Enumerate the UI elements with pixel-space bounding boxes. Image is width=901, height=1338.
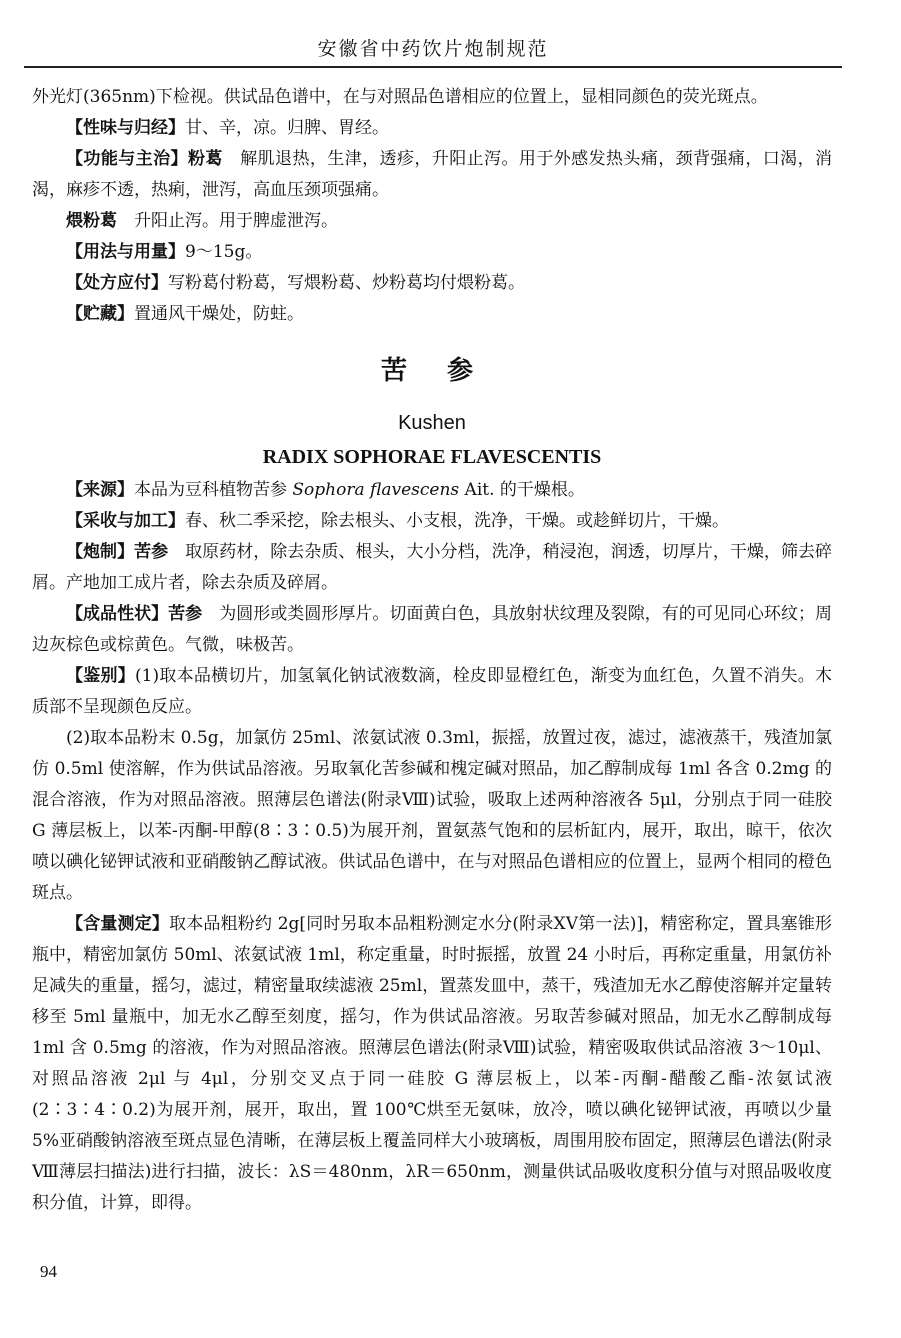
gongneng-label: 【功能与主治】 xyxy=(66,149,188,169)
laiyuan-species: Sophora flavescens xyxy=(292,480,460,500)
zhucang-section xyxy=(32,299,832,330)
gongneng-section xyxy=(32,144,832,206)
weifen-section xyxy=(32,206,832,237)
xingzhuang-label: 【成品性状】 xyxy=(66,604,169,624)
laiyuan-section xyxy=(32,475,832,506)
yongfa-section xyxy=(32,237,832,268)
jianbie-section xyxy=(32,661,832,723)
hanliang-text: 取本品粗粉约 2g[同时另取本品粗粉测定水分(附录ⅩⅤ第一法)]，精密称定，置具塞锥形瓶中，精密加氯仿 50ml、浓氨试液 1ml，称定重量，时时振摇，放置 24 小时后，再称定重量，用氯仿补足减失的重量，摇匀，滤过，精密量取续滤液 25ml，置蒸发皿中，蒸干，残渣加无水乙醇使溶解并定量转移至 5ml 量瓶中，加无水乙醇至刻度，摇匀，作为供试品溶液。另取苦参碱对照品，加无水乙醇制成每 1ml 含 0.5mg 的溶液，作为对照品溶液。照薄层色谱法(附录Ⅷ)试验，精密吸取供试品溶液 3～10μl、对照品溶液 2μl 与 4μl，分别交叉点于同一硅胶 G 薄层板上，以苯-丙酮-醋酸乙酯-浓氨试液(2∶3∶4∶0.2)为展开剂，展开，取出，置 100℃烘至无氨味，放冷，喷以碘化铋钾试液，再喷以少量 5%亚硝酸钠溶液至斑点显色清晰，在薄层板上覆盖同样大小玻璃板，周围用胶布固定，照薄层色谱法(附录Ⅷ薄层扫描法)进行扫描，波长：λS＝480nm，λR＝650nm，测量供试品吸收度积分值与对照品吸收度积分值，计算，即得。 xyxy=(32,914,833,1213)
jianbie-text-1: (1)取本品横切片，加氢氧化钠试液数滴，栓皮即显橙红色，渐变为血红色，久置不消失。木质部不呈现颜色反应。 xyxy=(32,666,832,717)
continued-paragraph: 外光灯(365nm)下检视。供试品色谱中，在与对照品色谱相应的位置上，显相同颜色的荧光斑点。 xyxy=(32,87,768,107)
yongfa-text: 9～15g。 xyxy=(185,242,263,262)
paozhi-text: 取原药材，除去杂质、根头，大小分档，洗净，稍浸泡，润透，切厚片，干燥，筛去碎屑。产地加工成片者，除去杂质及碎屑。 xyxy=(32,542,833,593)
page-number: 94 xyxy=(40,1262,57,1281)
gongneng-sub: 粉葛 xyxy=(187,149,223,169)
laiyuan-text-2: Ait. 的干燥根。 xyxy=(459,480,585,500)
weifen-label: 煨粉葛 xyxy=(66,211,117,231)
jianbie-section-2: (2)取本品粉末 0.5g，加氯仿 25ml、浓氨试液 0.3ml，振摇，放置过夜，滤过，滤液蒸干，残渣加氯仿 0.5ml 使溶解，作为供试品溶液。另取氧化苦参碱和槐定碱对照品，加乙醇制成每 1ml 各含 0.2mg 的混合溶液，作为对照品溶液。照薄层色谱法(附录Ⅷ)试验，吸取上述两种溶液各 5μl，分别点于同一硅胶 G 薄层板上，以苯-丙酮-甲醇(8∶3∶0.5)为展开剂，置氨蒸气饱和的层析缸内，展开，取出，晾干，依次喷以碘化铋钾试液和亚硝酸钠乙醇试液。供试品色谱中，在与对照品色谱相应的位置上，显两个相同的橙色斑点。 xyxy=(32,728,832,903)
zhucang-text: 置通风干燥处，防蛀。 xyxy=(134,304,304,324)
caishou-text: 春、秋二季采挖，除去根头、小支根，洗净，干燥。或趁鲜切片，干燥。 xyxy=(185,511,729,531)
caishou-section xyxy=(32,506,832,537)
yongfa-label: 【用法与用量】 xyxy=(66,242,185,262)
running-header xyxy=(24,26,842,68)
chufang-text: 写粉葛付粉葛，写煨粉葛、炒粉葛均付煨粉葛。 xyxy=(168,273,525,293)
paozhi-section xyxy=(32,537,832,599)
running-header-title: 安徽省中药饮片炮制规范 xyxy=(317,38,549,60)
hanliang-label: 【含量测定】 xyxy=(66,914,170,934)
xingwei-section xyxy=(32,113,832,144)
xingzhuang-sub: 苦参 xyxy=(168,604,203,624)
page-body xyxy=(32,82,832,1219)
monograph-latin-name: RADIX SOPHORAE FLAVESCENTIS xyxy=(262,446,602,468)
jianbie-label: 【鉴别】 xyxy=(66,666,136,686)
xingzhuang-section xyxy=(32,599,832,661)
chufang-label: 【处方应付】 xyxy=(66,273,168,293)
monograph-pinyin: Kushen xyxy=(398,412,466,434)
caishou-label: 【采收与加工】 xyxy=(66,511,185,531)
laiyuan-label: 【来源】 xyxy=(66,480,134,500)
hanliang-section xyxy=(32,909,832,1219)
weifen-text: 升阳止泻。用于脾虚泄泻。 xyxy=(117,211,338,231)
laiyuan-text-1: 本品为豆科植物苦参 xyxy=(134,480,293,500)
paozhi-label: 【炮制】 xyxy=(66,542,135,562)
xingwei-text: 甘、辛，凉。归脾、胃经。 xyxy=(185,118,389,138)
paozhi-sub: 苦参 xyxy=(134,542,169,562)
monograph-title: 苦参 xyxy=(380,356,513,386)
gongneng-text: 解肌退热，生津，透疹，升阳止泻。用于外感发热头痛，颈背强痛，口渴，消渴，麻疹不透，热痢，泄泻，高血压颈项强痛。 xyxy=(32,149,833,200)
zhucang-label: 【贮藏】 xyxy=(66,304,134,324)
xingwei-label: 【性味与归经】 xyxy=(66,118,185,138)
chufang-section xyxy=(32,268,832,299)
xingzhuang-text: 为圆形或类圆形厚片。切面黄白色，具放射状纹理及裂隙，有的可见同心环纹；周边灰棕色或棕黄色。气微，味极苦。 xyxy=(32,604,833,655)
